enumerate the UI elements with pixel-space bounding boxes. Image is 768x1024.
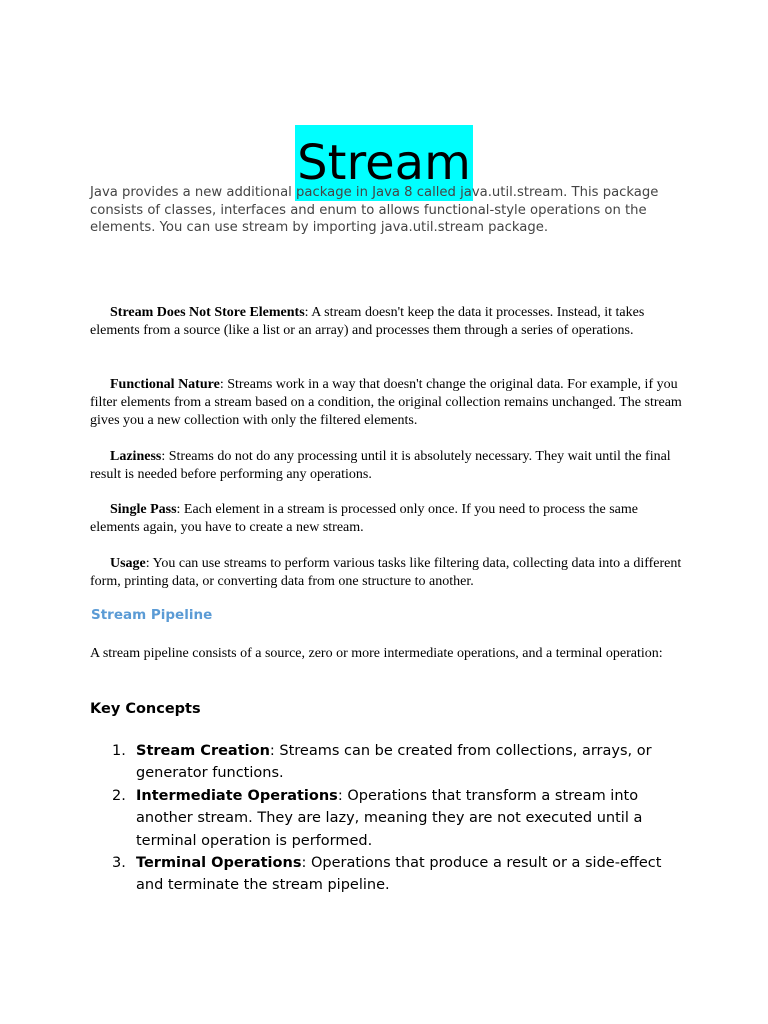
concept-term: Terminal Operations [136,855,302,872]
intro-paragraph: Java provides a new additional package in Java 8 called java.util.stream. This package consists of classes, interfaces and enum to allows functional-style operations on the elements. You can use stream by importing java.util.stream package. [90,185,659,236]
feature-text: : Each element in a stream is processed only once. If you need to process the same elements again, you have to create a new stream. [90,502,638,535]
concept-text: : Operations that produce a result or a side-effect and terminate the stream pipeline. [136,855,662,894]
feature-text: : You can use streams to perform various tasks like filtering data, collecting data into a different form, printing data, or converting data from one structure to another. [90,556,682,589]
feature-paragraph-store [90,304,682,340]
list-item [90,740,690,785]
list-item [90,785,690,852]
list-item [90,852,690,897]
pipeline-paragraph: A stream pipeline consists of a source, zero or more intermediate operations, and a terminal operation: [90,646,663,661]
feature-paragraph-single-pass [90,501,682,537]
feature-text: : Streams do not do any processing until it is absolutely necessary. They wait until the final result is needed before performing any operations. [90,449,671,482]
list-number: 3. [112,855,126,872]
pipeline-heading: Stream Pipeline [91,607,213,623]
concept-term: Intermediate Operations [136,787,338,804]
list-number: 1. [112,743,126,759]
feature-term: Functional Nature [110,377,220,392]
feature-paragraph-usage [90,555,682,591]
key-concepts-heading: Key Concepts [90,701,201,717]
feature-paragraph-laziness [90,448,682,484]
concept-term: Stream Creation [136,743,270,759]
concept-text: : Streams can be created from collections, arrays, or generator functions. [136,743,652,782]
feature-term: Single Pass [110,502,177,517]
feature-term: Usage [110,556,146,571]
feature-term: Stream Does Not Store Elements [110,305,305,320]
feature-term: Laziness [110,449,162,464]
concept-text: : Operations that transform a stream into another stream. They are lazy, meaning they are not executed until a terminal operation is performed. [136,787,643,849]
list-number: 2. [112,787,126,804]
feature-text: : A stream doesn't keep the data it processes. Instead, it takes elements from a source (like a list or an array) and processes them through a series of operations. [90,305,645,338]
key-concepts-list [90,740,690,897]
feature-paragraph-functional [90,376,682,430]
feature-text: : Streams work in a way that doesn't change the original data. For example, if you filter elements from a stream based on a condition, the original collection remains unchanged. The stream gives you a new collection with only the filtered elements. [90,377,682,428]
page-title: Stream [295,125,473,201]
